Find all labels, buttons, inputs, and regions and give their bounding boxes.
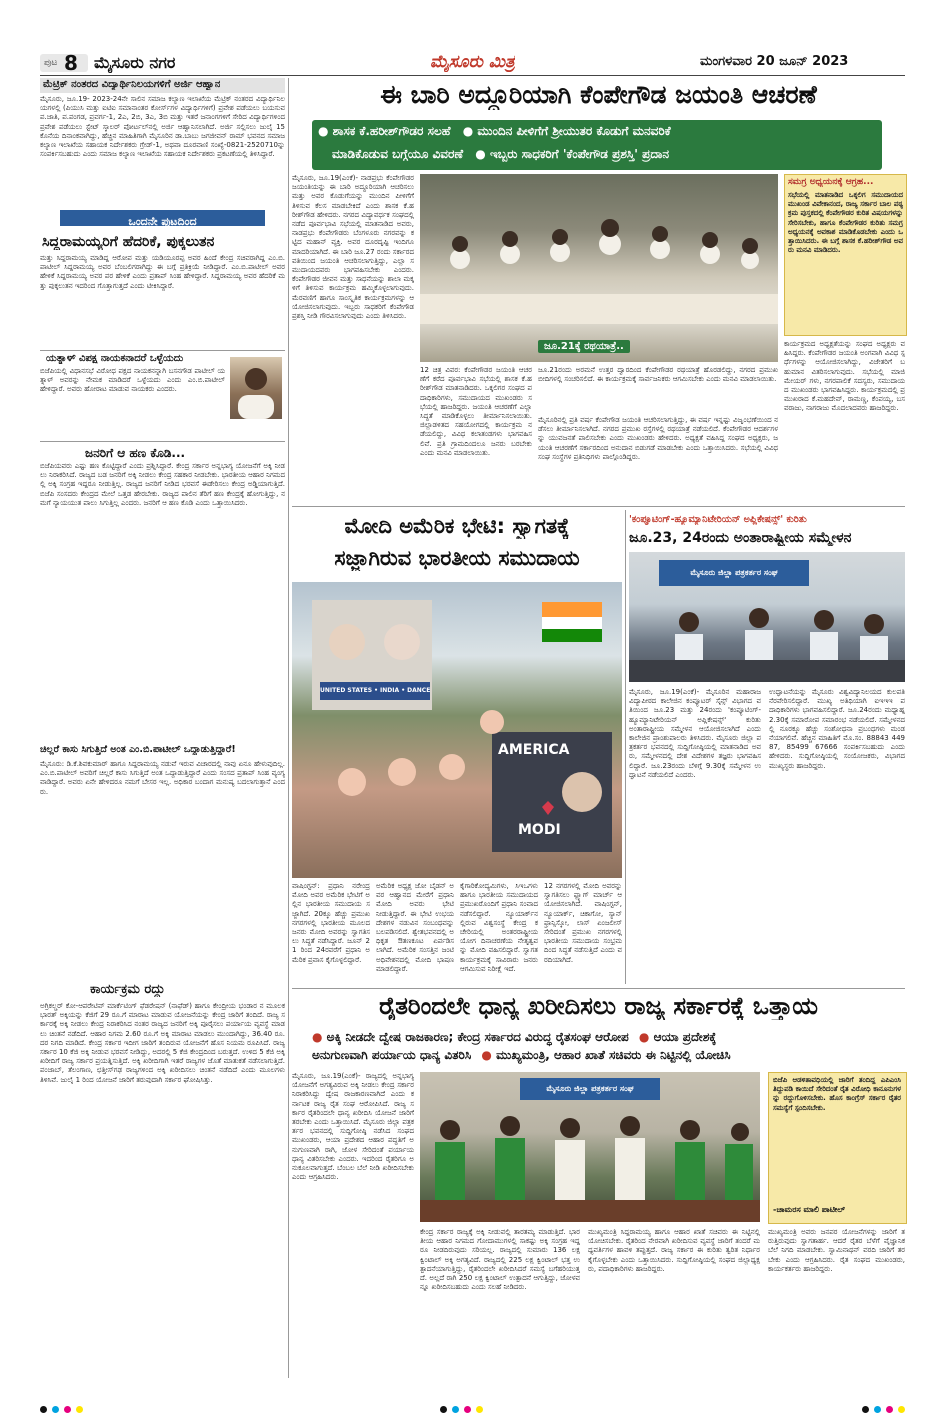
farmers-sub3: ಅನುಗುಣವಾಗಿ ಪರ್ಯಾಯ ಧಾನ್ಯ ವಿತರಿಸಿ: [312, 1048, 472, 1062]
farmers-body-mid: ಕೇಂದ್ರ ಸರ್ಕಾರ ರಾಜ್ಯಕ್ಕೆ ಅಕ್ಕಿ ನೀಡುವಲ್ಲಿ ತಾರತಮ್ಯ ಮಾಡುತ್ತಿದೆ. ಭಾರತೀಯ ಆಹಾರ ನಿಗಮದ ಗೋದಾಮುಗಳಲ್ಲಿ ಸಾಕಷ್ಟು ಅಕ್ಕಿ ಸಂಗ್ರಹ ಇದ್ದರೂ ನೀಡದಿರುವುದು ಸರಿಯಲ್ಲ. ರಾಜ್ಯದಲ್ಲಿ ಸುಮಾರು 136 ಲಕ್ಷ ಕ್ವಿಂಟಾಲ್ ಅಕ್ಕಿ ಅಗತ್ಯವಿದೆ. ರಾಜ್ಯದಲ್ಲಿ 225 ಲಕ್ಷ ಕ್ವಿಂಟಾಲ್ ಭತ್ತ ಉತ್ಪಾದನೆಯಾಗುತ್ತಿದ್ದು, ರೈತರಿಂದಲೇ ಖರೀದಿಸಿದರೆ ಸಮಸ್ಯೆ ಬಗೆಹರಿಯುತ್ತದೆ. ಅಲ್ಲದೆ ರಾಗಿ 250 ಲಕ್ಷ ಕ್ವಿಂಟಾಲ್ ಉತ್ಪಾದನೆ ಆಗುತ್ತಿದ್ದು, ಜೋಳವನ್ನೂ ಖರೀದಿಸಬಹುದು ಎಂದು ಸಲಹೆ ನೀಡಿದರು.: [420, 1228, 580, 1292]
modi-body-a: ವಾಷಿಂಗ್ಟನ್: ಪ್ರಧಾನಿ ನರೇಂದ್ರ ಮೋದಿ ಅವರ ಅಮೆರಿಕ ಭೇಟಿಗೆ ಅಲ್ಲಿನ ಭಾರತೀಯ ಸಮುದಾಯ ಸಜ್ಜಾಗಿದೆ. 20ಕ್ಕೂ ಹೆಚ್ಚು ಪ್ರಮುಖ ನಗರಗಳಲ್ಲಿ ಭಾರತೀಯ ಮೂಲದ ಜನರು ಮೋದಿ ಅವರನ್ನು ಸ್ವಾಗತಿಸಲು ಸಿದ್ಧತೆ ನಡೆಸಿದ್ದಾರೆ. ಜೂನ್ 21 ರಿಂದ 24ರವರೆಗೆ ಪ್ರಧಾನಿ ಅಮೆರಿಕ ಪ್ರವಾಸ ಕೈಗೊಳ್ಳಲಿದ್ದಾರೆ.: [292, 882, 370, 964]
subhead-row-2: [332, 147, 669, 162]
press-meet-photo: [629, 552, 905, 682]
date: ಮಂಗಳವಾರ 20 ಜೂನ್ 2023: [700, 54, 849, 69]
crowd-scene: [292, 582, 622, 878]
yatnal-box: [40, 350, 285, 442]
poster-banner: [320, 682, 430, 700]
bullet-icon: ●: [638, 1030, 650, 1044]
page-header: [40, 52, 905, 74]
person-icon: [230, 357, 282, 419]
conference-subtitle: 'ಕಂಪ್ಯೂಟಿಂಗ್-ಹ್ಯೂಮ್ಯಾನಿಟೇರಿಯನ್ ಅಪ್ಲಿಕೇಷನ್ಸ್' ಕುರಿತು: [629, 514, 807, 525]
farmers-headline: ರೈತರಿಂದಲೇ ಧಾನ್ಯ ಖರೀದಿಸಲು ರಾಜ್ಯ ಸರ್ಕಾರಕ್ಕೆ ಒತ್ತಾಯ: [379, 992, 818, 1020]
farmers-story: [292, 992, 905, 1380]
top-sub4: ಇಬ್ಬರು ಸಾಧಕರಿಗೆ 'ಕೆಂಪೇಗೌಡ ಪ್ರಶಸ್ತಿ' ಪ್ರದಾನ: [489, 147, 670, 161]
top-headline: ಈ ಬಾರಿ ಅದ್ಧೂರಿಯಾಗಿ ಕೆಂಪೇಗೌಡ ಜಯಂತಿ ಆಚರಣೆ: [380, 80, 817, 109]
farmers-subhead-2: [312, 1048, 731, 1063]
top-sub1: ಶಾಸಕ ಕೆ.ಹರೀಶ್‌ಗೌಡರ ಸಲಹೆ: [332, 124, 451, 138]
bullet-icon: ●: [475, 147, 486, 161]
masthead: ಮೈಸೂರು ಮಿತ್ರ: [430, 52, 515, 72]
farmers-subhead-1: [312, 1030, 716, 1045]
top-body-left: ಮೈಸೂರು, ಜೂ.19(ಎಂಕೆ)- ನಾಡಪ್ರಭು ಕೆಂಪೇಗೌಡರ ಜಯಂತಿಯನ್ನು ಈ ಬಾರಿ ಅದ್ಧೂರಿಯಾಗಿ ಆಚರಿಸಲು ಮತ್ತು ಅವರ ಕೊಡುಗೆಯನ್ನು ಮುಂದಿನ ಪೀಳಿಗೆಗೆ ತಿಳಿಸುವ ಕೆಲಸ ಮಾಡಬೇಕಿದೆ ಎಂದು ಶಾಸಕ ಕೆ.ಹರೀಶ್‌ಗೌಡ ಹೇಳಿದರು. ನಗರದ ವಿದ್ಯಾವರ್ಧಕ ಸಂಘದಲ್ಲಿ ನಡೆದ ಪೂರ್ವಭಾವಿ ಸಭೆಯಲ್ಲಿ ಮಾತನಾಡಿದ ಅವರು, ನಾಡಪ್ರಭು ಕೆಂಪೇಗೌಡರು ಬೆಂಗಳೂರು ನಗರವನ್ನು ಕಟ್ಟಿದ ಮಹಾನ್ ವ್ಯಕ್ತಿ. ಅವರ ದೂರದೃಷ್ಟಿ ಇಂದಿಗೂ ಮಾದರಿಯಾಗಿದೆ. ಈ ಬಾರಿ ಜೂ.27 ರಂದು ಸರ್ಕಾರದ ವತಿಯಿಂದ ಜಯಂತಿ ಆಚರಿಸಲಾಗುತ್ತಿದ್ದು, ಎಲ್ಲಾ ಸಮುದಾಯದವರು ಭಾಗವಹಿಸಬೇಕು ಎಂದರು. ಕೆಂಪೇಗೌಡರ ಜೀವನ ಮತ್ತು ಸಾಧನೆಯನ್ನು ಶಾಲಾ ಮಕ್ಕಳಿಗೆ ತಿಳಿಸುವ ಕಾರ್ಯಕ್ರಮ ಹಮ್ಮಿಕೊಳ್ಳಲಾಗುವುದು. ಮೆರವಣಿಗೆ ಹಾಗೂ ಸಾಂಸ್ಕೃತಿಕ ಕಾರ್ಯಕ್ರಮಗಳನ್ನು ಆಯೋಜಿಸಲಾಗುವುದು. ಇಬ್ಬರು ಸಾಧಕರಿಗೆ ಕೆಂಪೇಗೌಡ ಪ್ರಶಸ್ತಿ ನೀಡಿ ಗೌರವಿಸಲಾಗುವುದು ಎಂದು ತಿಳಿಸಿದರು.: [292, 174, 414, 321]
bullet-icon: ●: [481, 1048, 492, 1062]
farmers-side-box: [768, 1072, 907, 1224]
story1-body: ಮೈಸೂರು, ಜೂ.19- 2023-24ನೇ ಸಾಲಿನ ಸಮಾಜ ಕಲ್ಯಾಣ ಇಲಾಖೆಯ ಮೆಟ್ರಿಕ್ ನಂತರದ ವಿದ್ಯಾರ್ಥಿನಿಲಯಗಳಲ್ಲಿ (ಪಿಯುಸಿ ಮತ್ತು ಐಟಿಐ ಸಮಾನಾಂತರ ಕೋರ್ಸ್‌ಗಳ ವಿದ್ಯಾರ್ಥಿಗಳಿಗೆ) ಪ್ರವೇಶ ಪಡೆಯಲು ಬಯಸುವ ಪ.ಜಾತಿ, ಪ.ಪಂಗಡ, ಪ್ರವರ್ಗ-1, 2ಎ, 2ಬಿ, 3ಎ, 3ಬಿ ಮತ್ತು ಇತರೆ ಜನಾಂಗಗಳಿಗೆ ಸೇರಿದ ವಿದ್ಯಾರ್ಥಿಗಳಿಂದ ಪ್ರವೇಶ ಪಡೆಯಲು ಸ್ಟೇಟ್ ಸ್ಕಾಲರ್ ಪೋರ್ಟಲ್‌ನಲ್ಲಿ ಅರ್ಜಿ ಆಹ್ವಾನಿಸಲಾಗಿದೆ. ಅರ್ಜಿ ಸಲ್ಲಿಸಲು ಜುಲೈ 15 ಕೊನೆಯ ದಿನಾಂಕವಾಗಿದ್ದು, ಹೆಚ್ಚಿನ ಮಾಹಿತಿಗಾಗಿ ಮೈಸೂರಿನ ಡಾ.ಬಾಬು ಜಗಜೀವನ್ ರಾಮ್ ಭವನದ ಸಮಾಜ ಕಲ್ಯಾಣ ಇಲಾಖೆಯ ಸಹಾಯಕ ನಿರ್ದೇಶಕರು ಗ್ರೇಡ್-1, ಅಥವಾ ದೂರವಾಣಿ ಸಂಖ್ಯೆ-0821-2520710ನ್ನು ಸಂಪರ್ಕಿಸಬಹುದು ಎಂದು ಸಮಾಜ ಕಲ್ಯಾಣ ಇಲಾಖೆಯ ಸಹಾಯಕ ನಿರ್ದೇಶಕರು ಪ್ರಕಟಣೆಯಲ್ಲಿ ತಿಳಿಸಿದ್ದಾರೆ.: [40, 95, 285, 159]
press-banner: [659, 560, 809, 586]
farmers-sub4: ಮುಖ್ಯಮಂತ್ರಿ, ಆಹಾರ ಖಾತೆ ಸಚಿವರು ಈ ನಿಟ್ಟಿನಲ್ಲಿ ಯೋಚಿಸಿ: [496, 1048, 731, 1062]
story3-body: ಬಿಜೆಪಿಯವರು ಎಷ್ಟು ಹಣ ಕೊಟ್ಟಿದ್ದಾರೆ ಎಂದು ಪ್ರಶ್ನಿಸಿದ್ದಾರೆ. ಕೇಂದ್ರ ಸರ್ಕಾರ ಅನ್ನಭಾಗ್ಯ ಯೋಜನೆಗೆ ಅಕ್ಕಿ ನೀಡಲು ನಿರಾಕರಿಸಿದೆ. ರಾಜ್ಯದ ಬಡ ಜನರಿಗೆ ಅಕ್ಕಿ ನೀಡಲು ಕೇಂದ್ರ ಸಹಕಾರ ನೀಡಬೇಕು. ಭಾರತೀಯ ಆಹಾರ ನಿಗಮದಲ್ಲಿ ಅಕ್ಕಿ ಸಂಗ್ರಹ ಇದ್ದರೂ ನೀಡುತ್ತಿಲ್ಲ. ರಾಜ್ಯದ ಜನರಿಗೆ ನೀಡಿದ ಭರವಸೆ ಈಡೇರಿಸಲು ಕೇಂದ್ರ ಅಡ್ಡಿಯಾಗುತ್ತಿದೆ. ಬಿಜೆಪಿ ಸಂಸದರು ಕೇಂದ್ರದ ಮೇಲೆ ಒತ್ತಡ ಹೇರಬೇಕು. ರಾಜ್ಯದ ಪಾಲಿನ ತೆರಿಗೆ ಹಣ ಕೇಂದ್ರಕ್ಕೆ ಹೋಗುತ್ತಿದ್ದು, ನಮಗೆ ನ್ಯಾಯಯುತ ಪಾಲು ಸಿಗುತ್ತಿಲ್ಲ ಎಂದರು. ಜನರಿಗೆ ಆ ಹಣ ಕೊಡಿ ಎಂದು ಒತ್ತಾಯಿಸಿದರು.: [40, 462, 285, 507]
sidebar-title: ಸಮಗ್ರ ಅಧ್ಯಯನಕ್ಕೆ ಆಗ್ರಹ...: [788, 177, 874, 187]
farmers-sub1: ಅಕ್ಕಿ ನೀಡದೇ ದ್ವೇಷ ರಾಜಕಾರಣ; ಕೇಂದ್ರ ಸರ್ಕಾರದ ವಿರುದ್ಧ ರೈತಸಂಘ ಆರೋಪ: [326, 1030, 629, 1044]
right-col-body: ಕಾರ್ಯಕ್ರಮದ ಅಧ್ಯಕ್ಷತೆಯನ್ನು ಸಂಘದ ಅಧ್ಯಕ್ಷರು ವಹಿಸಿದ್ದರು. ಕೆಂಪೇಗೌಡರ ಜಯಂತಿ ಅಂಗವಾಗಿ ವಿವಿಧ ಸ್ಪರ್ಧೆಗಳನ್ನು ಆಯೋಜಿಸಲಾಗಿದ್ದು, ವಿಜೇತರಿಗೆ ಬಹುಮಾನ ವಿತರಿಸಲಾಗುವುದು. ಸಭೆಯಲ್ಲಿ ಮಾಜಿ ಮೇಯರ್ ಗಳು, ನಗರಪಾಲಿಕೆ ಸದಸ್ಯರು, ಸಮುದಾಯದ ಮುಖಂಡರು ಭಾಗವಹಿಸಿದ್ದರು. ಕಾರ್ಯಕ್ರಮದಲ್ಲಿ ಪ್ರಮುಖರಾದ ಕೆ.ಮಹದೇವ್, ರಾಮಣ್ಣ, ಕೆಂಪಯ್ಯ, ಬಸವರಾಜು, ನಾಗರಾಜು ಮೊದಲಾದವರು ಹಾಜರಿದ್ದರು.: [784, 340, 905, 413]
continued-banner: [60, 210, 265, 226]
placard-america: AMERICA: [498, 742, 570, 758]
story2-title: ಸಿದ್ದರಾಮಯ್ಯರಿಗೆ ಹೆದರಿಕೆ, ಪುಕ್ಕಲುತನ: [42, 234, 215, 250]
farmers-banner-text: ಮೈಸೂರು ಜಿಲ್ಲಾ ಪತ್ರಕರ್ತರ ಸಂಘ: [546, 1084, 634, 1093]
page-number: 8: [64, 51, 78, 75]
story1-title-bar: [40, 78, 285, 93]
story5-body: ಅಗ್ರಿಕಲ್ಚರ್ ಕೋ-ಆಪರೇಟಿವ್ ಮಾರ್ಕೆಟಿಂಗ್ ಫೆಡರೇಷನ್ (ನಾಫೆಡ್) ಹಾಗೂ ಕೇಂದ್ರೀಯ ಭಂಡಾರ ನ ಮೂಲಕ ಭಾರತ್ ಅಕ್ಕಿಯನ್ನು ಕೆಜಿಗೆ 29 ರೂ.ಗೆ ಮಾರಾಟ ಮಾಡುವ ಯೋಜನೆಯನ್ನು ಕೇಂದ್ರ ಜಾರಿಗೆ ತಂದಿದೆ. ರಾಜ್ಯ ಸರ್ಕಾರಕ್ಕೆ ಅಕ್ಕಿ ನೀಡಲು ಕೇಂದ್ರ ನಿರಾಕರಿಸಿದ ನಂತರ ರಾಜ್ಯದ ಜನರಿಗೆ ಅಕ್ಕಿ ಪೂರೈಸಲು ಪರ್ಯಾಯ ವ್ಯವಸ್ಥೆ ಮಾಡಲು ಚಿಂತನೆ ನಡೆದಿದೆ. ಆಹಾರ ನಿಗಮ 2.60 ರೂ.ಗೆ ಅಕ್ಕಿ ಮಾರಾಟ ಮಾಡಲು ಮುಂದಾಗಿದ್ದು, 36.40 ರೂ. ದರ ನಿಗದಿ ಮಾಡಿದೆ. ಕೇಂದ್ರ ಸರ್ಕಾರ ಇದೀಗ ಜಾರಿಗೆ ತಂದಿರುವ ಯೋಜನೆಗೆ ಹೊಸ ನಿಯಮ ರೂಪಿಸಿದೆ. ರಾಜ್ಯ ಸರ್ಕಾರ 10 ಕೆಜಿ ಅಕ್ಕಿ ನೀಡುವ ಭರವಸೆ ನೀಡಿದ್ದು, ಅದರಲ್ಲಿ 5 ಕೆಜಿ ಕೇಂದ್ರದಿಂದ ಬರುತ್ತದೆ. ಉಳಿದ 5 ಕೆಜಿ ಅಕ್ಕಿ ಖರೀದಿಗೆ ರಾಜ್ಯ ಸರ್ಕಾರ ಪ್ರಯತ್ನಿಸುತ್ತಿದೆ. ಅಕ್ಕಿ ಖರೀದಿಗಾಗಿ ಇತರೆ ರಾಜ್ಯಗಳ ಜೊತೆ ಮಾತುಕತೆ ನಡೆಸಲಾಗುತ್ತಿದೆ. ಪಂಜಾಬ್, ತೆಲಂಗಾಣ, ಛತ್ತೀಸ್‌ಗಢ ರಾಜ್ಯಗಳಿಂದ ಅಕ್ಕಿ ಖರೀದಿಸಲು ಚಿಂತನೆ ನಡೆದಿದೆ ಎಂದು ಮೂಲಗಳು ತಿಳಿಸಿವೆ. ಜುಲೈ 1 ರಿಂದ ಯೋಜನೆ ಜಾರಿಗೆ ತರುವುದಾಗಿ ಸರ್ಕಾರ ಘೋಷಿಸಿತ್ತು.: [40, 1002, 285, 1084]
farmers-body-right: ಮುಖ್ಯಮಂತ್ರಿ ಸಿದ್ದರಾಮಯ್ಯ ಹಾಗೂ ಆಹಾರ ಖಾತೆ ಸಚಿವರು ಈ ನಿಟ್ಟಿನಲ್ಲಿ ಯೋಚಿಸಬೇಕು. ರೈತರಿಂದ ನೇರವಾಗಿ ಖರೀದಿಸುವ ವ್ಯವಸ್ಥೆ ಜಾರಿಗೆ ತಂದರೆ ಮಧ್ಯವರ್ತಿಗಳ ಹಾವಳಿ ತಪ್ಪುತ್ತದೆ. ರಾಜ್ಯ ಸರ್ಕಾರ ಈ ಕುರಿತು ತ್ವರಿತ ನಿರ್ಧಾರ ಕೈಗೊಳ್ಳಬೇಕು ಎಂದು ಒತ್ತಾಯಿಸಿದರು. ಸುದ್ದಿಗೋಷ್ಠಿಯಲ್ಲಿ ಸಂಘದ ಜಿಲ್ಲಾಧ್ಯಕ್ಷರು, ಪದಾಧಿಕಾರಿಗಳು ಹಾಜರಿದ್ದರು.: [588, 1228, 760, 1273]
conference-story: [629, 510, 905, 984]
top-body-right: ಮೈಸೂರಿನಲ್ಲಿ ಪ್ರತಿ ವರ್ಷ ಕೆಂಪೇಗೌಡ ಜಯಂತಿ ಆಚರಿಸಲಾಗುತ್ತಿದ್ದು, ಈ ವರ್ಷ ಇನ್ನಷ್ಟು ವಿಜೃಂಭಣೆಯಿಂದ ನಡೆಸಲು ತೀರ್ಮಾನಿಸಲಾಗಿದೆ. ನಗರದ ಪ್ರಮುಖ ರಸ್ತೆಗಳಲ್ಲಿ ರಥಯಾತ್ರೆ ನಡೆಯಲಿದೆ. ಕೆಂಪೇಗೌಡರ ಆದರ್ಶಗಳನ್ನು ಯುವಜನತೆ ಪಾಲಿಸಬೇಕು ಎಂದು ಮುಖಂಡರು ಹೇಳಿದರು. ಅಧ್ಯಕ್ಷತೆ ವಹಿಸಿದ್ದ ಸಂಘದ ಅಧ್ಯಕ್ಷರು, ಜಯಂತಿ ಆಚರಣೆಗೆ ಸರ್ಕಾರದಿಂದ ಅನುದಾನ ಬಿಡುಗಡೆ ಮಾಡಬೇಕು ಎಂದು ಒತ್ತಾಯಿಸಿದರು. ಸಭೆಯಲ್ಲಿ ವಿವಿಧ ಸಂಘ ಸಂಸ್ಥೆಗಳ ಪ್ರತಿನಿಧಿಗಳು ಪಾಲ್ಗೊಂಡಿದ್ದರು.: [538, 416, 778, 461]
portrait-photo: [230, 357, 282, 419]
crowd-photo: [292, 582, 622, 878]
top-story: [292, 78, 905, 502]
meeting-photo: [420, 174, 778, 362]
sidebar-box: [784, 174, 907, 336]
conference-title: ಜೂ.23, 24ರಂದು ಅಂತಾರಾಷ್ಟ್ರೀಯ ಸಮ್ಮೇಳನ: [629, 530, 852, 546]
story2-body: ಮತ್ತು ಸಿದ್ದರಾಮಯ್ಯ ಮಾಡಿದ್ದ ಆರೋಪ ಮತ್ತು ಯಡಿಯೂರಪ್ಪ ಅವರ ಹಿಂದೆ ಕೇಂದ್ರ ಸಚಿವರಾಗಿದ್ದ ಎಂ.ಬಿ.ಪಾಟೀಲ್ ಸಿದ್ದರಾಮಯ್ಯ ಅವರ ಬೆಂಬಲಿಗರಾಗಿದ್ದು ಈ ಬಗ್ಗೆ ಪ್ರತಿಕ್ರಿಯೆ ನೀಡಿದ್ದಾರೆ. ಎಂ.ಬಿ.ಪಾಟೀಲ್ ಅವರ ಹೇಳಿಕೆ ಸಿದ್ದರಾಮಯ್ಯ ಅವರ ಪರ ಹೇಳಿಕೆ ಎಂದು ಪ್ರತಾಪ್ ಸಿಂಹ ಹೇಳಿದ್ದಾರೆ. ಸಿದ್ದರಾಮಯ್ಯ ಅವರ ಹೆದರಿಕೆ ಮತ್ತು ಪುಕ್ಕಲುತನ ಇದರಿಂದ ಗೊತ್ತಾಗುತ್ತದೆ ಎಂದು ಟೀಕಿಸಿದ್ದಾರೆ.: [40, 254, 285, 290]
top-body-mid: 12 ಚಿತ್ರ ವಿವರ: ಕೆಂಪೇಗೌಡರ ಜಯಂತಿ ಆಚರಣೆಗೆ ಕರೆದ ಪೂರ್ವಭಾವಿ ಸಭೆಯಲ್ಲಿ ಶಾಸಕ ಕೆ.ಹರೀಶ್‌ಗೌಡ ಮಾತನಾಡಿದರು. ಒಕ್ಕಲಿಗರ ಸಂಘದ ಪದಾಧಿಕಾರಿಗಳು, ಸಮುದಾಯದ ಮುಖಂಡರು ಸಭೆಯಲ್ಲಿ ಹಾಜರಿದ್ದರು. ಜಯಂತಿ ಆಚರಣೆಗೆ ಎಲ್ಲಾ ಸಿದ್ಧತೆ ಮಾಡಿಕೊಳ್ಳಲು ತೀರ್ಮಾನಿಸಲಾಯಿತು. ಜಿಲ್ಲಾಡಳಿತದ ಸಹಯೋಗದಲ್ಲಿ ಕಾರ್ಯಕ್ರಮ ನಡೆಯಲಿದ್ದು, ವಿವಿಧ ಕಲಾತಂಡಗಳು ಭಾಗವಹಿಸಲಿವೆ. ಪ್ರತಿ ಗ್ರಾಮದಿಂದಲೂ ಜನರು ಬರಬೇಕು ಎಂದು ಮನವಿ ಮಾಡಲಾಯಿತು.: [420, 366, 532, 457]
story1-title: ಮೆಟ್ರಿಕ್ ನಂತರದ ವಿದ್ಯಾರ್ಥಿನಿಲಯಗಳಿಗೆ ಅರ್ಜಿ ಆಹ್ವಾನ: [43, 79, 221, 90]
modi-body-c: ಕೈಗಾರಿಕೋದ್ಯಮಿಗಳು, ಸಿಇಒಗಳು ಹಾಗೂ ಭಾರತೀಯ ಸಮುದಾಯದ ಪ್ರಮುಖರೊಂದಿಗೆ ಪ್ರಧಾನಿ ಸಂವಾದ ನಡೆಸಲಿದ್ದಾರೆ. ನ್ಯೂಯಾರ್ಕ್‌ನಲ್ಲಿರುವ ವಿಶ್ವಸಂಸ್ಥೆ ಕೇಂದ್ರ ಕಚೇರಿಯಲ್ಲಿ ಅಂತರರಾಷ್ಟ್ರೀಯ ಯೋಗ ದಿನಾಚರಣೆಯ ನೇತೃತ್ವವನ್ನು ಮೋದಿ ವಹಿಸಲಿದ್ದಾರೆ. ಸ್ವಾಗತ ಕಾರ್ಯಕ್ರಮಕ್ಕೆ ಸಾವಿರಾರು ಜನರು ಆಗಮಿಸುವ ನಿರೀಕ್ಷೆ ಇದೆ.: [460, 882, 538, 973]
farmers-photo: [420, 1072, 760, 1222]
section-name: ಮೈಸೂರು ನಗರ: [94, 53, 176, 72]
left-column: [40, 78, 285, 1380]
meeting-scene: [420, 174, 778, 362]
story3-title: ಜನರಿಗೆ ಆ ಹಣ ಕೊಡಿ...: [85, 446, 186, 460]
farmers-banner: [520, 1078, 660, 1100]
side-box-sign: -ಚಾಮರಸ ಮಾಲಿ ಪಾಟೀಲ್: [773, 1205, 846, 1214]
rathayatra-caption: [538, 340, 630, 353]
conference-body-2: ಉದ್ಘಾಟನೆಯನ್ನು ಮೈಸೂರು ವಿಶ್ವವಿದ್ಯಾನಿಲಯದ ಕುಲಪತಿ ನೆರವೇರಿಸಲಿದ್ದಾರೆ. ಮುಖ್ಯ ಅತಿಥಿಯಾಗಿ ಐಇಇಇ ಪದಾಧಿಕಾರಿಗಳು ಭಾಗವಹಿಸಲಿದ್ದಾರೆ. ಜೂ.24ರಂದು ಮಧ್ಯಾಹ್ನ 2.30ಕ್ಕೆ ಸಮಾರೋಪ ಸಮಾರಂಭ ನಡೆಯಲಿದೆ. ಸಮ್ಮೇಳನದಲ್ಲಿ ನೂರಕ್ಕೂ ಹೆಚ್ಚು ಸಂಶೋಧನಾ ಪ್ರಬಂಧಗಳು ಮಂಡನೆಯಾಗಲಿವೆ. ಹೆಚ್ಚಿನ ಮಾಹಿತಿಗೆ ಮೊ.ಸಂ. 88843 44987, 85499 67666 ಸಂಪರ್ಕಿಸಬಹುದು ಎಂದು ಹೇಳಿದರು. ಸುದ್ದಿಗೋಷ್ಠಿಯಲ್ಲಿ ಸಂಯೋಜಕರು, ವಿಭಾಗದ ಮುಖ್ಯಸ್ಥರು ಹಾಜರಿದ್ದರು.: [769, 688, 905, 770]
page-label: [40, 51, 88, 75]
top-sub2: ಮುಂದಿನ ಪೀಳಿಗೆಗೆ ಶ್ರೀಯುತರ ಕೊಡುಗೆ ಮನವರಿಕೆ: [477, 124, 671, 138]
story4-body: ಮೈಸೂರು: ಡಿ.ಕೆ.ಶಿವಕುಮಾರ್ ಹಾಗೂ ಸಿದ್ದರಾಮಯ್ಯ ನಡುವೆ ಇರುವ ವಿಚಾರದಲ್ಲಿ ನಾವು ಏನೂ ಹೇಳುವುದಿಲ್ಲ. ಎಂ.ಬಿ.ಪಾಟೀಲ್ ಅವರಿಗೆ ಚಿಲ್ಲರೆ ಕಾಸು ಸಿಗುತ್ತಿದೆ ಅಂತ ಒದ್ದಾಡುತ್ತಿದ್ದಾರೆ ಎಂದು ಸಂಸದ ಪ್ರತಾಪ್ ಸಿಂಹ ವ್ಯಂಗ್ಯವಾಡಿದ್ದಾರೆ. ಅವರು ಏನೇ ಹೇಳಿದರೂ ನಮಗೆ ಬೇಸರ ಇಲ್ಲ. ಅಧಿಕಾರ ಬಂದಾಗ ಮನುಷ್ಯ ಬದಲಾಗುತ್ತಾನೆ ಎಂದರು.: [40, 760, 285, 796]
modi-headline-2: ಸಜ್ಜಾಗಿರುವ ಭಾರತೀಯ ಸಮುದಾಯ: [334, 546, 580, 570]
bullet-icon: ●: [312, 1030, 323, 1044]
bullet-icon: ●: [318, 124, 329, 138]
modi-body-b: ಅಮೆರಿಕ ಅಧ್ಯಕ್ಷ ಜೋ ಬೈಡನ್ ಅವರ ಆಹ್ವಾನದ ಮೇರೆಗೆ ಪ್ರಧಾನಿ ಮೋದಿ ಅವರು ಭೇಟಿ ನೀಡುತ್ತಿದ್ದಾರೆ. ಈ ಭೇಟಿ ಉಭಯ ದೇಶಗಳ ನಡುವಿನ ಸಂಬಂಧವನ್ನು ಬಲಪಡಿಸಲಿದೆ. ಶ್ವೇತಭವನದಲ್ಲಿ ಅಧಿಕೃತ ಔತಣಕೂಟ ಏರ್ಪಡಿಸಲಾಗಿದೆ. ಅಮೆರಿಕ ಸಂಸತ್ತಿನ ಜಂಟಿ ಅಧಿವೇಶನದಲ್ಲಿ ಮೋದಿ ಭಾಷಣ ಮಾಡಲಿದ್ದಾರೆ.: [376, 882, 454, 973]
farmers-sub2: ಆಯಾ ಪ್ರದೇಶಕ್ಕೆ: [653, 1030, 717, 1044]
conference-body-1: ಮೈಸೂರು, ಜೂ.19(ಎಂಕೆ)- ಮೈಸೂರಿನ ಮಹಾರಾಜ ವಿದ್ಯಾಪೀಠದ ಕಾಲೇಜಿನ ಕಂಪ್ಯೂಟರ್ ಸೈನ್ಸ್ ವಿಭಾಗದ ವತಿಯಿಂದ ಜೂ.23 ಮತ್ತು 24ರಂದು 'ಕಂಪ್ಯೂಟಿಂಗ್-ಹ್ಯೂಮ್ಯಾನಿಟೇರಿಯನ್ ಅಪ್ಲಿಕೇಷನ್ಸ್' ಕುರಿತು ಅಂತಾರಾಷ್ಟ್ರೀಯ ಸಮ್ಮೇಳನ ಆಯೋಜಿಸಲಾಗಿದೆ ಎಂದು ಕಾಲೇಜಿನ ಪ್ರಾಂಶುಪಾಲರು ತಿಳಿಸಿದರು. ಮೈಸೂರು ಜಿಲ್ಲಾ ಪತ್ರಕರ್ತರ ಭವನದಲ್ಲಿ ಸುದ್ದಿಗೋಷ್ಠಿಯಲ್ಲಿ ಮಾತನಾಡಿದ ಅವರು, ಸಮ್ಮೇಳನದಲ್ಲಿ ದೇಶ ವಿದೇಶಗಳ ತಜ್ಞರು ಭಾಗವಹಿಸಲಿದ್ದಾರೆ. ಜೂ.23ರಂದು ಬೆಳಿಗ್ಗೆ 9.30ಕ್ಕೆ ಸಮ್ಮೇಳನ ಉದ್ಘಾಟನೆ ನಡೆಯಲಿದೆ ಎಂದರು.: [629, 688, 761, 779]
sidebar-body: ಸಭೆಯಲ್ಲಿ ಮಾತನಾಡಿದ ಒಕ್ಕಲಿಗ ಸಮುದಾಯದ ಮುಖಂಡ ವಿವೇಕಾನಂದ, ರಾಜ್ಯ ಸರ್ಕಾರ ಬಾಲ ಪಠ್ಯಕ್ರಮ ಪುಸ್ತಕದಲ್ಲಿ ಕೆಂಪೇಗೌಡರ ಕುರಿತ ವಿಷಯಗಳನ್ನು ಸೇರಿಸಬೇಕು, ಹಾಗೂ ಕೆಂಪೇಗೌಡರ ಕುರಿತು ಸಮಗ್ರ ಅಧ್ಯಯನಕ್ಕೆ ಅವಕಾಶ ಮಾಡಿಕೊಡಬೇಕು ಎಂದು ಒತ್ತಾಯಿಸಿದರು. ಈ ಬಗ್ಗೆ ಶಾಸಕ ಕೆ.ಹರೀಶ್‌ಗೌಡ ಅವರು ಮನವಿ ಮಾಡಿದರು.: [788, 191, 903, 255]
press-banner-text: ಮೈಸೂರು ಜಿಲ್ಲಾ ಪತ್ರಕರ್ತರ ಸಂಘ: [690, 568, 778, 577]
modi-headline-1: ಮೋದಿ ಅಮೆರಿಕ ಭೇಟಿ: ಸ್ವಾಗತಕ್ಕೆ: [344, 514, 570, 538]
modi-story: [292, 510, 622, 984]
top-subhead-band: [312, 120, 882, 170]
caption-text: ಜೂ.21ಕ್ಕೆ ರಥಯಾತ್ರೆ..: [544, 341, 624, 352]
farmers-body-left: ಮೈಸೂರು, ಜೂ.19(ಎಂಕೆ)- ರಾಜ್ಯದಲ್ಲಿ ಅನ್ನಭಾಗ್ಯ ಯೋಜನೆಗೆ ಅಗತ್ಯವಿರುವ ಅಕ್ಕಿ ನೀಡಲು ಕೇಂದ್ರ ಸರ್ಕಾರ ನಿರಾಕರಿಸಿದ್ದು ದ್ವೇಷ ರಾಜಕಾರಣವಾಗಿದೆ ಎಂದು ಕರ್ನಾಟಕ ರಾಜ್ಯ ರೈತ ಸಂಘ ಆರೋಪಿಸಿದೆ. ರಾಜ್ಯ ಸರ್ಕಾರ ರೈತರಿಂದಲೇ ಧಾನ್ಯ ಖರೀದಿಸಿ ಯೋಜನೆ ಜಾರಿಗೆ ತರಬೇಕು ಎಂದು ಒತ್ತಾಯಿಸಿದೆ. ಮೈಸೂರು ಜಿಲ್ಲಾ ಪತ್ರಕರ್ತರ ಭವನದಲ್ಲಿ ಸುದ್ದಿಗೋಷ್ಠಿ ನಡೆಸಿದ ಸಂಘದ ಮುಖಂಡರು, ಆಯಾ ಪ್ರದೇಶದ ಆಹಾರ ಪದ್ಧತಿಗೆ ಅನುಗುಣವಾಗಿ ರಾಗಿ, ಜೋಳ ಸೇರಿದಂತೆ ಪರ್ಯಾಯ ಧಾನ್ಯ ವಿತರಿಸಬೇಕು ಎಂದರು. ಇದರಿಂದ ರೈತರಿಗೂ ಅನುಕೂಲವಾಗುತ್ತದೆ. ಬೆಂಬಲ ಬೆಲೆ ನೀಡಿ ಖರೀದಿಸಬೇಕು ಎಂದು ಆಗ್ರಹಿಸಿದರು.: [292, 1072, 414, 1182]
poster-text: UNITED STATES • INDIA • DANCE: [320, 687, 430, 694]
subhead-row-1: [318, 124, 671, 139]
continued-banner-text: ಒಂದನೇ ಪುಟದಿಂದ: [128, 215, 197, 228]
top-sub3: ಮಾಡಿಕೊಡುವ ಬಗ್ಗೆಯೂ ವಿವರಣೆ: [332, 147, 464, 161]
story5-title: ಕಾರ್ಯಕ್ರಮ ರದ್ದು: [90, 982, 165, 997]
farmers-side-body: ಮುಖ್ಯಮಂತ್ರಿ ಅವರು ಜನಪರ ಯೋಜನೆಗಳನ್ನು ಜಾರಿಗೆ ತರುತ್ತಿರುವುದು ಸ್ವಾಗತಾರ್ಹ. ಆದರೆ ರೈತರ ಬೆಳೆಗೆ ವೈಜ್ಞಾನಿಕ ಬೆಲೆ ನಿಗದಿ ಮಾಡಬೇಕು. ಸ್ವಾಮಿನಾಥನ್ ವರದಿ ಜಾರಿಗೆ ತರಬೇಕು ಎಂದು ಆಗ್ರಹಿಸಿದರು. ರೈತ ಸಂಘದ ಮುಖಂಡರು, ಕಾರ್ಯಕರ್ತರು ಹಾಜರಿದ್ದರು.: [768, 1228, 905, 1273]
page-label-text: ಪುಟ: [44, 58, 58, 68]
box-title: ಯತ್ನಾಳ್ ವಿಪಕ್ಷ ನಾಯಕನಾದರೆ ಒಳ್ಳೆಯದು: [46, 353, 184, 364]
placard-modi: MODI: [518, 822, 561, 838]
modi-body-d: 12 ನಗರಗಳಲ್ಲಿ ಮೋದಿ ಅವರನ್ನು ಸ್ವಾಗತಿಸಲು ಫ್ಲ್ಯಾಗ್ ಮಾರ್ಚ್ ಆಯೋಜಿಸಲಾಗಿದೆ. ವಾಷಿಂಗ್ಟನ್, ನ್ಯೂಯಾರ್ಕ್, ಚಿಕಾಗೋ, ಸ್ಯಾನ್ ಫ್ರಾನ್ಸಿಸ್ಕೋ, ಲಾಸ್ ಏಂಜಲೀಸ್ ಸೇರಿದಂತೆ ಪ್ರಮುಖ ನಗರಗಳಲ್ಲಿ ಭಾರತೀಯ ಸಮುದಾಯ ಸಂಭ್ರಮದಿಂದ ಸಿದ್ಧತೆ ನಡೆಸುತ್ತಿದೆ ಎಂದು ವರದಿಯಾಗಿದೆ.: [544, 882, 622, 964]
box-body: ಬಿಜೆಪಿಯಲ್ಲಿ ವಿಧಾನಸಭೆ ವಿರೋಧ ಪಕ್ಷದ ನಾಯಕನನ್ನಾಗಿ ಬಸನಗೌಡ ಪಾಟೀಲ್ ಯತ್ನಾಳ್ ಅವರನ್ನು ನೇಮಕ ಮಾಡಿದರೆ ಒಳ್ಳೆಯದು ಎಂದು ಎಂ.ಬಿ.ಪಾಟೀಲ್ ಹೇಳಿದ್ದಾರೆ. ಅವರು ಹೋರಾಟ ಮಾಡುವ ನಾಯಕರು ಎಂದರು.: [40, 367, 225, 394]
caption-body: ಜೂ.21ರಂದು ಅರಮನೆ ಉತ್ತರ ದ್ವಾರದಿಂದ ಕೆಂಪೇಗೌಡರ ರಥಯಾತ್ರೆ ಹೊರಡಲಿದ್ದು, ನಗರದ ಪ್ರಮುಖ ಬೀದಿಗಳಲ್ಲಿ ಸಂಚರಿಸಲಿದೆ. ಈ ಕಾರ್ಯಕ್ರಮಕ್ಕೆ ಸಾರ್ವಜನಿಕರು ಆಗಮಿಸಬೇಕು ಎಂದು ಮನವಿ ಮಾಡಲಾಯಿತು.: [538, 366, 778, 384]
bullet-icon: ●: [462, 124, 474, 138]
story4-title: ಚಿಲ್ಲರೆ ಕಾಸು ಸಿಗುತ್ತಿದೆ ಅಂತ ಎಂ.ಬಿ.ಪಾಟೀಲ್ ಒದ್ದಾಡುತ್ತಿದ್ದಾರೆ!: [40, 744, 236, 755]
side-box-body: ಬಿಜೆಪಿ ಆಡಳಿತಾವಧಿಯಲ್ಲಿ ಜಾರಿಗೆ ತಂದಿದ್ದ ಎಪಿಎಂಸಿ ತಿದ್ದುಪಡಿ ಕಾಯಿದೆ ಸೇರಿದಂತೆ ರೈತ ವಿರೋಧಿ ಕಾನೂನುಗಳನ್ನು ರದ್ದುಗೊಳಿಸಬೇಕು. ಹೊಸ ಕಾಂಗ್ರೆಸ್ ಸರ್ಕಾರ ರೈತರ ಸಮಸ್ಯೆಗೆ ಸ್ಪಂದಿಸಬೇಕು.: [773, 1076, 901, 1112]
